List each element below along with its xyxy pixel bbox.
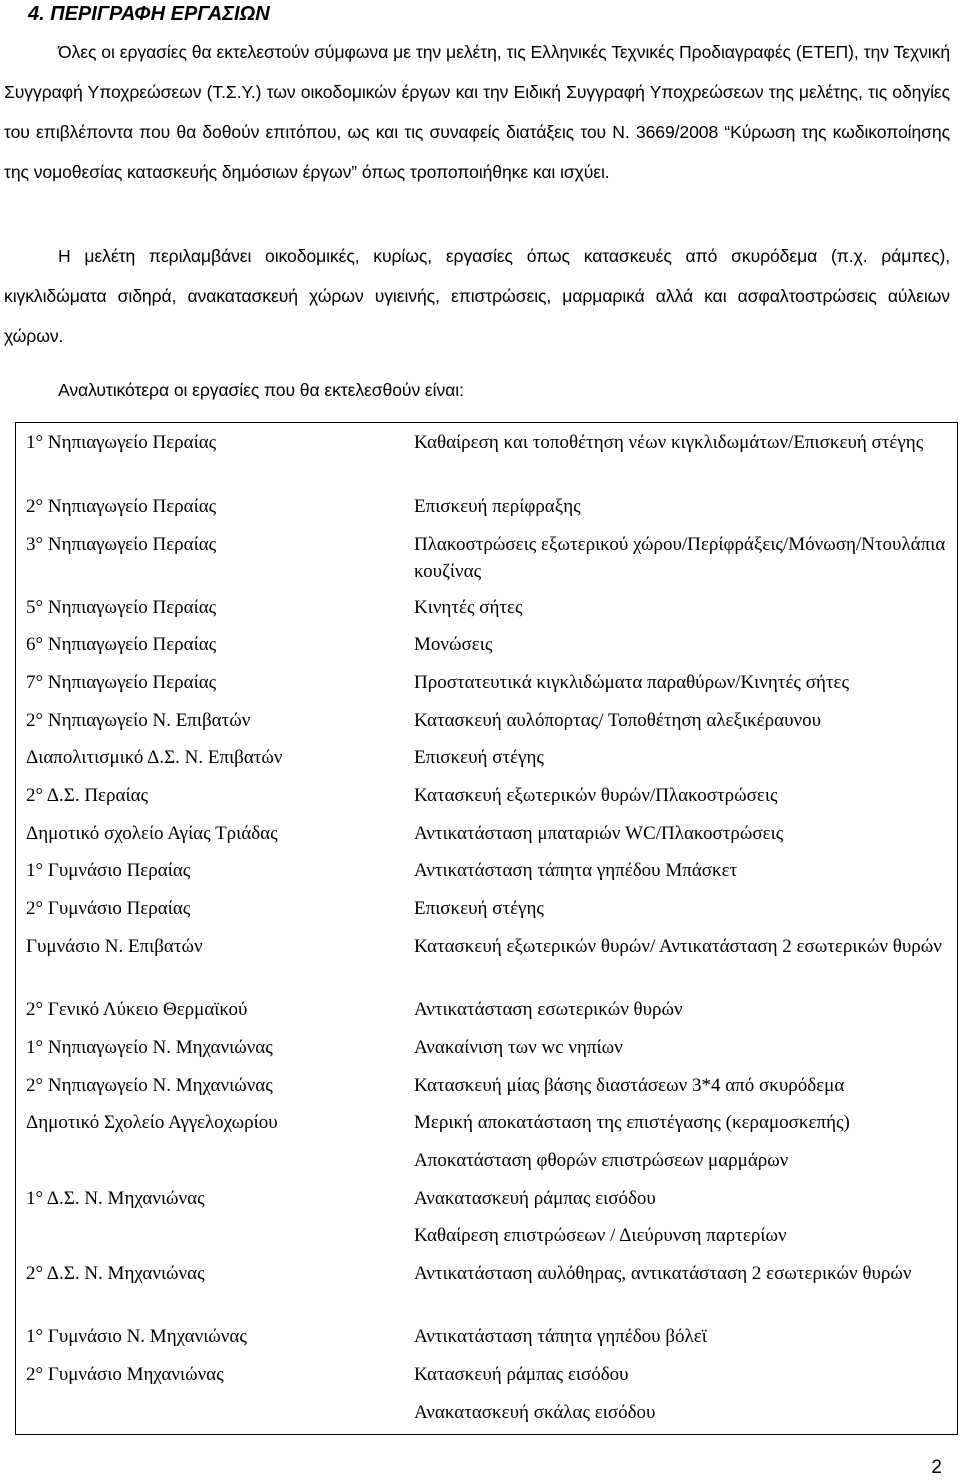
school-cell [16,1399,404,1434]
table-row [16,1034,957,1072]
table-row [16,1361,957,1399]
school-cell: 7° Νηπιαγωγείο Περαίας [26,672,217,693]
table-row [16,857,957,895]
table-row [16,493,957,531]
table-row [16,1222,957,1260]
table-row [16,1399,957,1434]
table-row [16,1185,957,1222]
school-cell: 2° Νηπιαγωγείο Περαίας [26,496,217,517]
school-cell: 2° Δ.Σ. Περαίας [26,785,149,806]
school-cell: Δημοτικό Σχολείο Αγγελοχωρίου [26,1112,278,1133]
school-cell: Διαπολιτισμικό Δ.Σ. Ν. Επιβατών [26,747,283,768]
work-cell: Πλακοστρώσεις εξωτερικού χώρου/Περίφράξεις/Μόνωση/Ντουλάπια κουζίνας [414,534,946,582]
work-cell: Αντικατάσταση αυλόθηρας, αντικατάσταση 2 εσωτερικών θυρών [414,1263,912,1284]
work-cell: Αντικατάσταση εσωτερικών θυρών [414,999,683,1020]
work-cell: Αποκατάσταση φθορών επιστρώσεων μαρμάρων [414,1150,789,1171]
school-cell: Γυμνάσιο Ν. Επιβατών [26,936,203,957]
table-row [16,744,957,782]
school-cell: 1° Γυμνάσιο Περαίας [26,860,191,881]
school-cell: 3° Νηπιαγωγείο Περαίας [26,534,217,555]
school-cell: 2° Νηπιαγωγείο Ν. Επιβατών [26,710,251,731]
work-cell: Επισκευή στέγης [414,747,544,768]
work-cell: Κινητές σήτες [414,597,523,618]
school-cell: 6° Νηπιαγωγείο Περαίας [26,634,217,655]
work-cell: Προστατευτικά κιγκλιδώματα παραθύρων/Κινητές σήτες [414,672,850,693]
work-cell: Ανακαίνιση των wc νηπίων [414,1037,623,1058]
school-cell: 1° Νηπιαγωγείο Ν. Μηχανιώνας [26,1037,273,1058]
work-cell: Αντικατάσταση τάπητα γηπέδου βόλεϊ [414,1326,707,1347]
school-cell: 1° Νηπιαγωγείο Περαίας [26,432,217,453]
work-cell: Μονώσεις [414,634,493,655]
table-row [16,707,957,744]
table-row [16,1323,957,1361]
school-cell: 2° Δ.Σ. Ν. Μηχανιώνας [26,1263,205,1284]
work-cell: Κατασκευή ράμπας εισόδου [414,1364,629,1385]
work-cell: Αντικατάσταση τάπητα γηπέδου Μπάσκετ [414,860,738,881]
table-row [16,782,957,820]
work-cell: Κατασκευή μίας βάσης διαστάσεων 3*4 από σκυρόδεμα [414,1075,845,1096]
section-heading: 4. ΠΕΡΙΓΡΑΦΗ ΕΡΓΑΣΙΩΝ [28,3,270,25]
work-cell: Κατασκευή εξωτερικών θυρών/ Αντικατάσταση 2 εσωτερικών θυρών [414,936,942,957]
table-row [16,531,957,594]
school-cell [16,1222,404,1260]
school-cell [16,1147,404,1185]
school-cell: 5° Νηπιαγωγείο Περαίας [26,597,217,618]
school-cell: 2° Νηπιαγωγείο Ν. Μηχανιώνας [26,1075,273,1096]
table-row [16,631,957,669]
table-row [16,996,957,1034]
table-row [16,1109,957,1147]
works-table [15,422,958,1435]
paragraph-scope: Η μελέτη περιλαμβάνει οικοδομικές, κυρίως, εργασίες όπως κατασκευές από σκυρόδεμα (π.χ. ράμπες), κιγκλιδώματα σιδηρά, ανακατασκευή χώρων υγιεινής, επιστρώσεις, μαρμαρικά αλλά και ασφαλτοστρώσεις αύλειων χώρων. [4,246,950,346]
page-number: 2 [931,1457,942,1478]
work-cell: Αντικατάσταση μπαταριών WC/Πλακοστρώσεις [414,823,784,844]
work-cell: Καθαίρεση επιστρώσεων / Διεύρυνση παρτερίων [414,1225,787,1246]
school-cell: 2° Γενικό Λύκειο Θερμαϊκού [26,999,248,1020]
work-cell: Επισκευή περίφραξης [414,496,581,517]
paragraph-specifications: Όλες οι εργασίες θα εκτελεστούν σύμφωνα με την μελέτη, τις Ελληνικές Τεχνικές Προδιαγραφές (ΕΤΕΠ), την Τεχνική Συγγραφή Υποχρεώσεων (Τ.Σ.Υ.) των οικοδομικών έργων και την Ειδική Συγγραφή Υποχρεώσεων της μελέτης, τις οδηγίες του επιβλέποντα που θα δοθούν επιτόπου, ως και τις συναφείς διατάξεις του Ν. 3669/2008 “Κύρωση της κωδικοποίησης της νομοθεσίας κατασκευής δημόσιων έργων” όπως τροποποιήθηκε και ισχύει. [4,42,950,182]
table-row [16,933,957,996]
table-row [16,669,957,707]
school-cell: 2° Γυμνάσιο Μηχανιώνας [26,1364,224,1385]
school-cell: 2° Γυμνάσιο Περαίας [26,898,191,919]
work-cell: Καθαίρεση και τοποθέτηση νέων κιγκλιδωμάτων/Επισκευή στέγης [414,432,924,453]
table-row [16,423,957,493]
table-row [16,1260,957,1323]
work-cell: Κατασκευή εξωτερικών θυρών/Πλακοστρώσεις [414,785,778,806]
table-row [16,820,957,857]
work-cell: Ανακατασκευή ράμπας εισόδου [414,1188,656,1209]
table-row [16,1072,957,1109]
table-row [16,895,957,933]
work-cell: Μερική αποκατάσταση της επιστέγασης (κεραμοσκεπής) [414,1112,850,1133]
school-cell: Δημοτικό σχολείο Αγίας Τριάδας [26,823,278,844]
school-cell: 1° Γυμνάσιο Ν. Μηχανιώνας [26,1326,247,1347]
table-row [16,594,957,631]
work-cell: Κατασκευή αυλόπορτας/ Τοποθέτηση αλεξικέραυνου [414,710,821,731]
work-cell: Επισκευή στέγης [414,898,544,919]
school-cell: 1° Δ.Σ. Ν. Μηχανιώνας [26,1188,205,1209]
work-cell: Ανακατασκευή σκάλας εισόδου [414,1402,656,1423]
paragraph-intro-list: Αναλυτικότερα οι εργασίες που θα εκτελεσθούν είναι: [58,380,464,400]
table-row [16,1147,957,1185]
